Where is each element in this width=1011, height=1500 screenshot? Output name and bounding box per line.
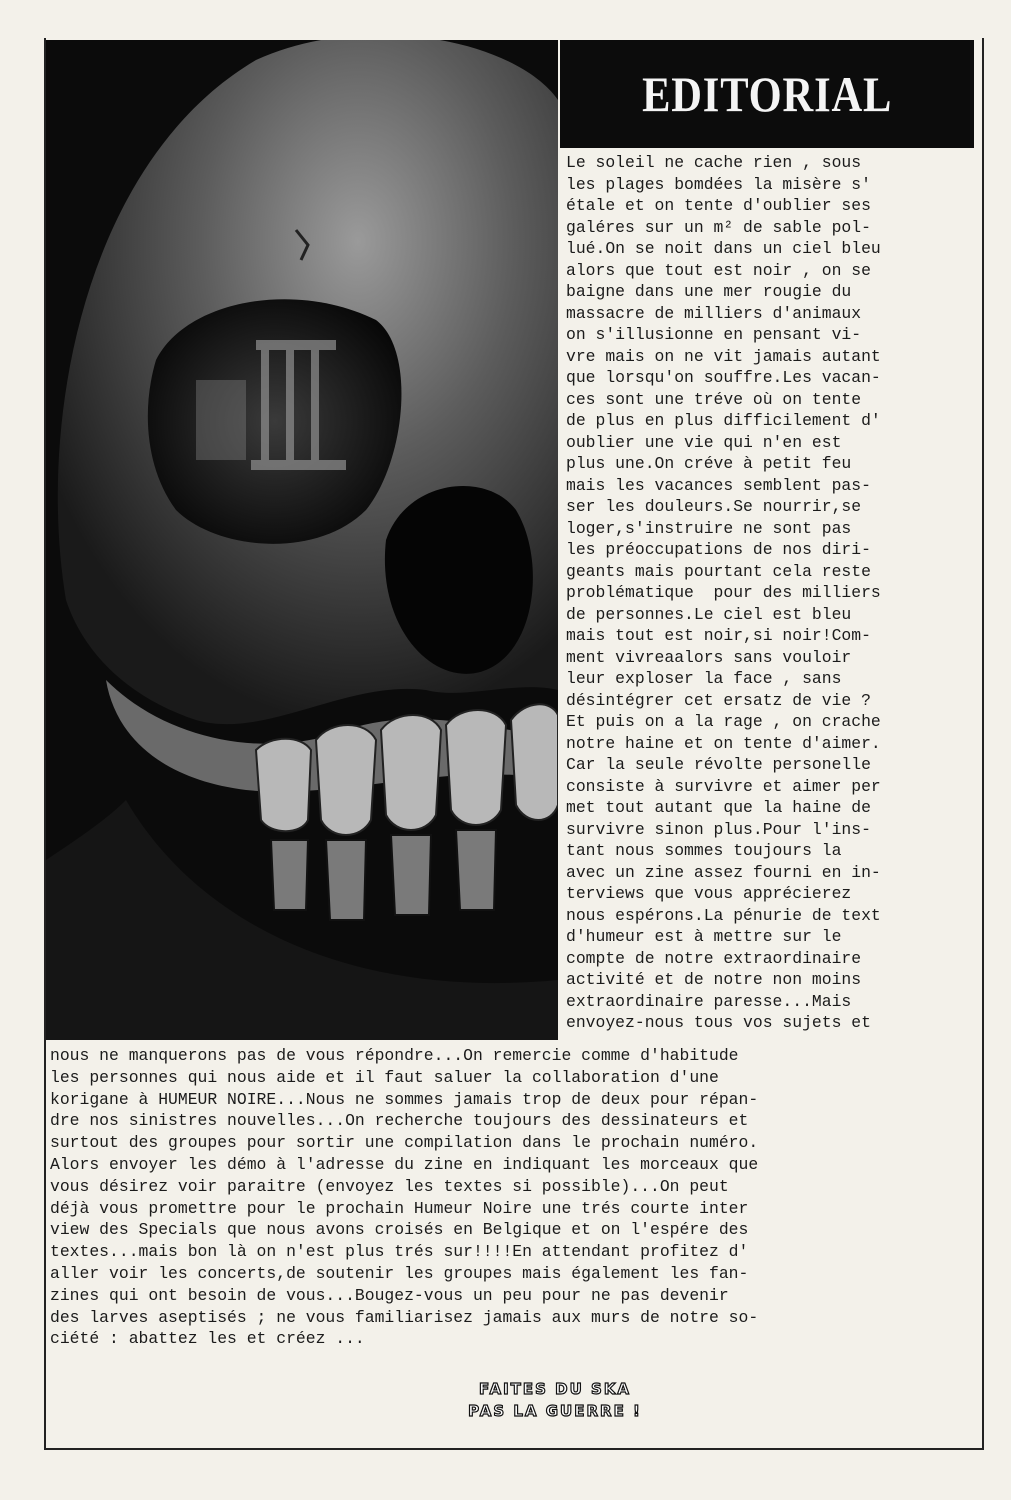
text-line: terviews que vous apprécierez <box>566 884 852 903</box>
text-line: étale et on tente d'oublier ses <box>566 196 871 215</box>
text-line: massacre de milliers d'animaux <box>566 303 862 323</box>
text-line: extraordinaire paresse...Mais <box>566 991 852 1011</box>
editorial-column-text <box>566 152 976 1034</box>
page-title: EDITORIAL <box>641 66 893 122</box>
text-line: plus une.On créve à petit feu <box>566 454 852 473</box>
slogan-line-2: PAS LA GUERRE ! <box>468 1402 642 1420</box>
text-line: mais les vacances semblent pas- <box>566 475 871 495</box>
text-line: dre nos sinistres nouvelles...On recherche toujours des dessinateurs et <box>50 1111 749 1131</box>
text-line: Alors envoyer les démo à l'adresse du zine en indiquant les morceaux que <box>50 1154 759 1174</box>
text-line: baigne dans une mer rougie du <box>566 282 852 301</box>
text-line: problématique pour des milliers <box>566 583 881 602</box>
text-line: de plus en plus difficilement d' <box>566 411 881 430</box>
text-line: les personnes qui nous aide et il faut saluer la collaboration d'une <box>50 1067 719 1087</box>
text-line: vre mais on ne vit jamais autant <box>566 346 881 366</box>
text-line: zines qui ont besoin de vous...Bougez-vous un peu pour ne pas devenir <box>50 1285 729 1305</box>
text-line: des larves aseptisés ; ne vous familiarisez jamais aux murs de notre so- <box>50 1307 759 1327</box>
text-line: tant nous sommes toujours la <box>566 841 842 860</box>
slogan <box>380 1378 730 1422</box>
text-line: que lorsqu'on souffre.Les vacan- <box>566 368 881 387</box>
editorial-bottom-text <box>50 1045 980 1350</box>
text-line: les préoccupations de nos diri- <box>566 540 871 559</box>
text-line: désintégrer cet ersatz de vie ? <box>566 690 871 710</box>
text-line: de personnes.Le ciel est bleu <box>566 604 852 624</box>
text-line: compte de notre extraordinaire <box>566 948 862 968</box>
text-line: surtout des groupes pour sortir une compilation dans le prochain numéro. <box>50 1133 759 1153</box>
text-line: lué.On se noit dans un ciel bleu <box>566 239 881 258</box>
text-line: on s'illusionne en pensant vi- <box>566 325 862 344</box>
text-line: avec un zine assez fourni en in- <box>566 862 881 882</box>
text-line: les plages bomdées la misère s' <box>566 174 871 194</box>
text-line: ciété : abattez les et créez ... <box>50 1329 365 1349</box>
text-line: korigane à HUMEUR NOIRE...Nous ne sommes jamais trop de deux pour répan- <box>50 1089 759 1109</box>
text-line: d'humeur est à mettre sur le <box>566 927 842 946</box>
text-line: ces sont une tréve où on tente <box>566 389 862 409</box>
text-line: activité et de notre non moins <box>566 970 862 989</box>
text-line: alors que tout est noir , on se <box>566 260 871 280</box>
text-line: vous désirez voir paraitre (envoyez les textes si possible)...On peut <box>50 1176 729 1196</box>
text-line: survivre sinon plus.Pour l'ins- <box>566 819 871 839</box>
text-line: met tout autant que la haine de <box>566 798 871 817</box>
text-line: view des Specials que nous avons croisés en Belgique et on l'espére des <box>50 1220 749 1240</box>
text-line: aller voir les concerts,de soutenir les groupes mais également les fan- <box>50 1263 749 1283</box>
skull-drawing <box>46 40 558 1040</box>
text-line: notre haine et on tente d'aimer. <box>566 733 881 753</box>
text-line: Et puis on a la rage , on crache <box>566 712 881 731</box>
text-line: déjà vous promettre pour le prochain Humeur Noire une trés courte inter <box>50 1198 749 1218</box>
skull-illustration <box>46 40 558 1040</box>
text-line: leur exploser la face , sans <box>566 669 842 688</box>
text-line: galéres sur un m² de sable pol- <box>566 217 871 237</box>
text-line: nous espérons.La pénurie de text <box>566 905 881 925</box>
text-line: Le soleil ne cache rien , sous <box>566 153 862 172</box>
editorial-title-banner <box>560 40 974 148</box>
text-line: envoyez-nous tous vos sujets et <box>566 1013 871 1032</box>
text-line: oublier une vie qui n'en est <box>566 432 842 452</box>
text-line: textes...mais bon là on n'est plus trés sur!!!!En attendant profitez d' <box>50 1242 749 1262</box>
text-line: consiste à survivre et aimer per <box>566 776 881 796</box>
text-line: mais tout est noir,si noir!Com- <box>566 626 871 645</box>
slogan-line-1: FAITES DU SKA <box>478 1380 632 1398</box>
text-line: Car la seule révolte personelle <box>566 755 871 774</box>
text-line: geants mais pourtant cela reste <box>566 561 871 581</box>
text-line: loger,s'instruire ne sont pas <box>566 518 852 538</box>
text-line: nous ne manquerons pas de vous répondre...On remercie comme d'habitude <box>50 1046 739 1065</box>
text-line: ment vivreaalors sans vouloir <box>566 647 852 667</box>
text-line: ser les douleurs.Se nourrir,se <box>566 497 862 516</box>
